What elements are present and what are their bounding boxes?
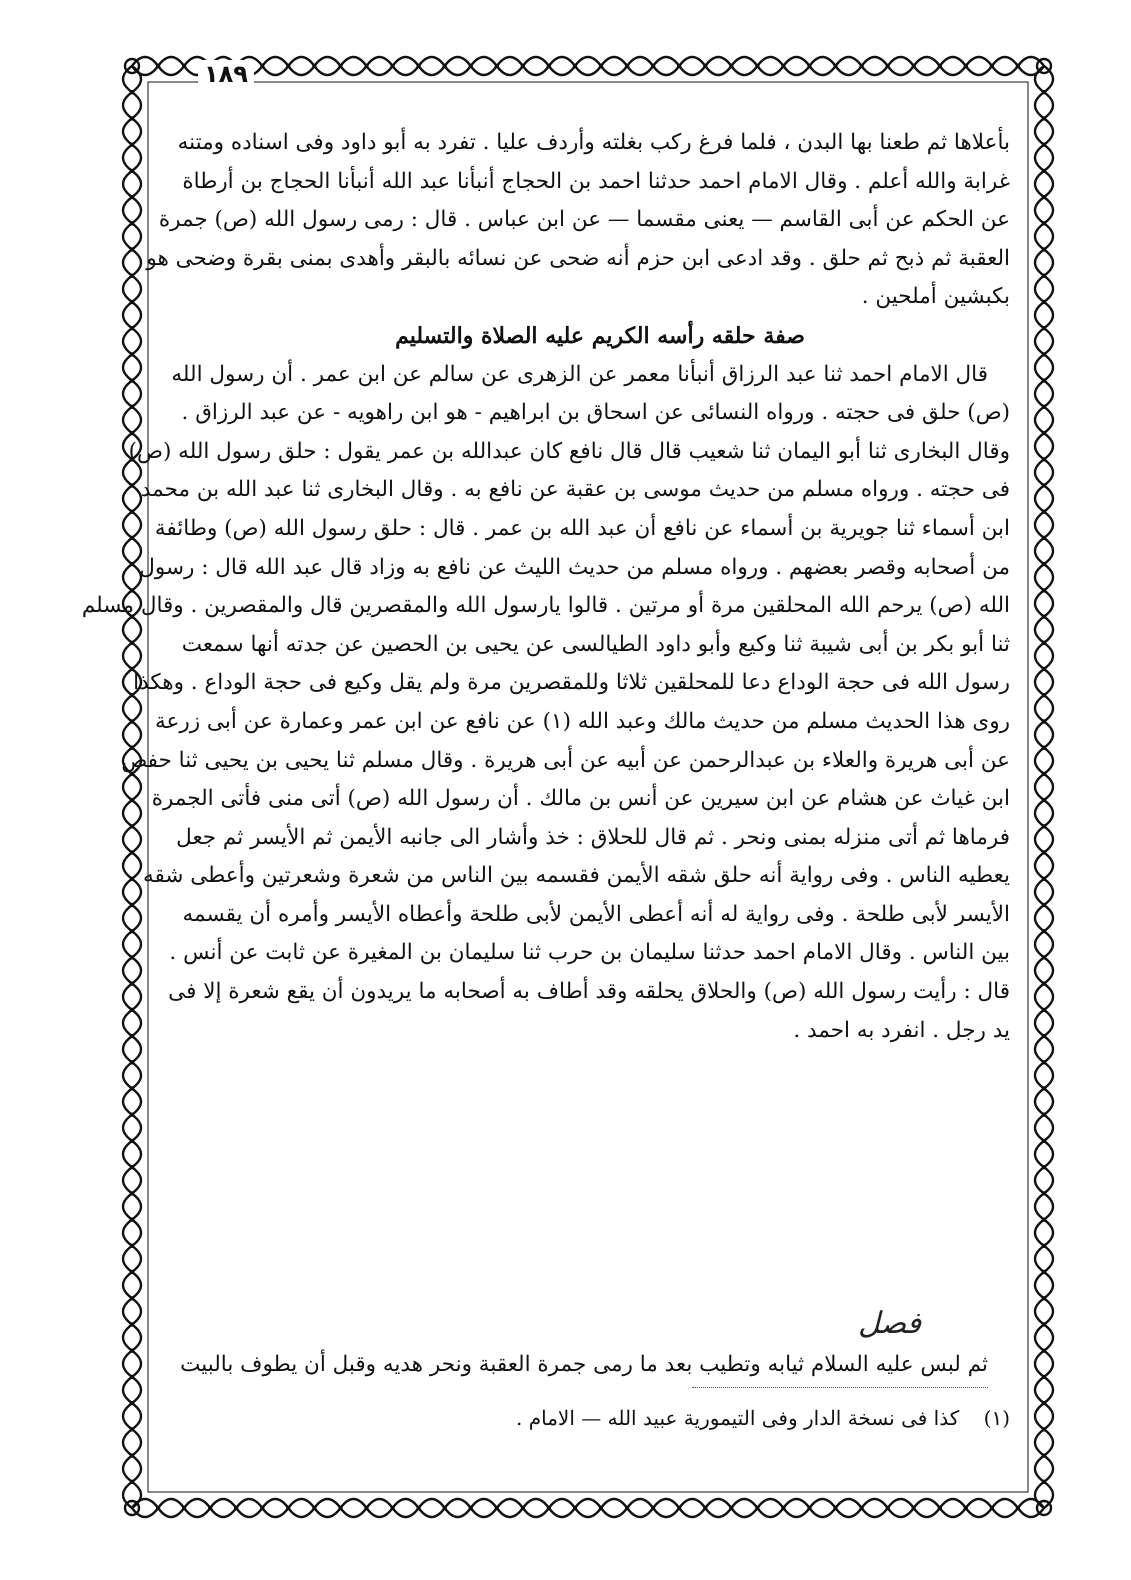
text-line: روى هذا الحديث مسلم من حديث مالك وعبد الله (١) عن نافع عن ابن عمر وعمارة عن أبى زرعة (154, 708, 1010, 734)
text-line: ثنا أبو بكر بن أبى شيبة ثنا وكيع وأبو داود الطيالسى عن يحيى بن الحصين عن جدته أنها سمعت (181, 631, 1010, 657)
text-line: رسول الله فى حجة الوداع دعا للمحلقين ثلاثا وللمقصرين مرة ولم يقل وكيع فى حجة الوداع . وهكذا (133, 670, 1010, 696)
text-line: ابن أسماء ثنا جويرية بن أسماء عن نافع أن عبد الله بن عمر . قال : حلق رسول الله (ص) وطائفة (154, 515, 1010, 541)
footnote-separator (692, 1387, 988, 1388)
text-line: بأعلاها ثم طعنا بها البدن ، فلما فرغ ركب بغلته وأردف عليا . تفرد به أبو داود وفى اسناده ومتنه (177, 130, 1010, 155)
text-line: من أصحابه وقصر بعضهم . ورواه مسلم من حديث الليث عن نافع به وزاد قال عبد الله قال : رسول (139, 554, 1010, 580)
text-line: قال : رأيت رسول الله (ص) والحلاق يحلقه وقد أطاف به أصحابه ما يريدون أن يقع شعرة إلا فى (168, 979, 1010, 1005)
text-line: عن الحكم عن أبى القاسم — يعنى مقسما — عن ابن عباس . قال : رمى رسول الله (ص) جمرة (158, 207, 1010, 233)
section-heading: صفة حلقه رأسه الكريم عليه الصلاة والتسليم (395, 322, 805, 349)
text-line: الله (ص) يرحم الله المحلقين مرة أو مرتين . قالوا يارسول الله والمقصرين قال والمقصرين . وقال مسلم (81, 593, 1010, 619)
text-line: فرماها ثم أتى منزله بمنى ونحر . ثم قال للحلاق : خذ وأشار الى جانبه الأيمن ثم الأيسر ثم جعل (176, 824, 1010, 850)
final-line: ثم لبس عليه السلام ثيابه وتطيب بعد ما رمى جمرة العقبة ونحر هديه وقبل أن يطوف بالبيت (180, 1352, 988, 1377)
text-line: غرابة والله أعلم . وقال الامام احمد حدثنا احمد بن الحجاج أنبأنا عبد الله أنبأنا الحجاج بن أرطاة (182, 168, 1010, 194)
text-line: الأيسر لأبى طلحة . وفى رواية له أنه أعطى الأيمن لأبى طلحة وأعطاه الأيسر وأمره أن يقسمه (182, 901, 1010, 927)
paragraph-2 (81, 356, 1010, 1051)
text-line: بين الناس . وقال الامام احمد حدثنا سليمان بن حرب ثنا سليمان بن المغيرة عن ثابت عن أنس . (169, 940, 1010, 966)
text-line: وقال البخارى ثنا أبو اليمان ثنا شعيب قال قال نافع كان عبدالله بن عمر يقول : حلق رسول الله (ص) (128, 438, 1010, 464)
footnote-marker: (١) (983, 1406, 1010, 1430)
text-line: يد رجل . انفرد به احمد . (793, 1017, 1010, 1043)
text-line: (ص) حلق فى حجته . ورواه النسائى عن اسحاق بن ابراهيم - هو ابن راهويه - عن عبد الرزاق . (181, 400, 1010, 426)
page-number: ١٨٩ (198, 60, 254, 88)
text-line: فى حجته . ورواه مسلم من حديث موسى بن عقبة عن نافع به . وقال البخارى ثنا عبد الله بن محمد (140, 477, 1010, 503)
footnote-text: كذا فى نسخة الدار وفى التيمورية عبيد الله — الامام . (516, 1406, 960, 1430)
text-line: يعطيه الناس . وفى رواية أنه حلق شقه الأيمن فقسمه بين الناس من شعرة وشعرتين وأعطى شقه (142, 863, 1010, 889)
text-line: العقبة ثم ذبح ثم حلق . وقد ادعى ابن حزم أنه ضحى عن نسائه بالبقر وأهدى بمنى بقرة وضحى هو (146, 245, 1010, 271)
text-line: قال الامام احمد ثنا عبد الرزاق أنبأنا معمر عن الزهرى عن سالم عن ابن عمر . أن رسول الله (171, 361, 988, 387)
main-text (81, 124, 1010, 1050)
text-line: بكبشين أملحين . (861, 284, 1010, 310)
footnote (420, 1400, 1010, 1436)
text-line: عن أبى هريرة والعلاء بن عبدالرحمن عن أبيه عن أبى هريرة . وقال مسلم ثنا يحيى بن يحيى ثنا حفص (121, 747, 1010, 773)
text-line: ابن غياث عن هشام عن ابن سيرين عن أنس بن مالك . أن رسول الله (ص) أتى منى فأتى الجمرة (151, 786, 1010, 812)
paragraph-1 (146, 124, 1010, 317)
section-label-fasl: فصل (858, 1306, 922, 1341)
